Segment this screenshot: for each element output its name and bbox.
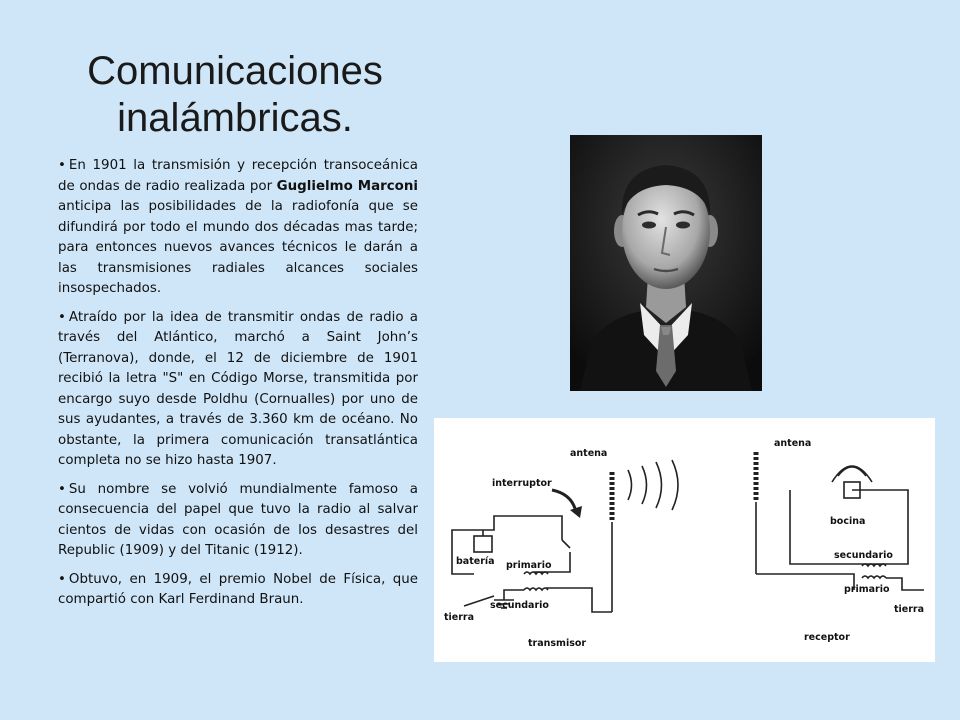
title-line-1: Comunicaciones bbox=[87, 49, 383, 93]
label-secundario-tx: secundario bbox=[490, 600, 549, 611]
bullet-icon: • bbox=[58, 481, 66, 497]
label-secundario-rx: secundario bbox=[834, 550, 893, 561]
label-transmisor: transmisor bbox=[528, 638, 587, 649]
bullet-icon: • bbox=[58, 309, 66, 325]
paragraph-4 bbox=[58, 570, 418, 611]
paragraph-3 bbox=[58, 480, 418, 562]
label-tierra-rx: tierra bbox=[894, 604, 925, 615]
bullet-icon: • bbox=[58, 158, 66, 173]
label-antena-tx: antena bbox=[570, 448, 608, 459]
portrait-image bbox=[570, 135, 762, 391]
label-primario-rx: primario bbox=[844, 584, 890, 595]
paragraph-2-text: Atraído por la idea de transmitir ondas de radio a través del Atlántico, marchó a Saint John’s (Terranova), donde, el 12 de diciembre de 1901 recibió la letra "S" en Código Morse, transmitida por encargo suyo desde Poldhu (Cornualles) por uno de sus ayudantes, a través de 3.360 km de océano. No obstante, la primera comunicación transatlántica completa no se hizo hasta 1907. bbox=[58, 309, 418, 468]
label-receptor: receptor bbox=[804, 632, 850, 643]
label-bocina: bocina bbox=[830, 516, 866, 527]
label-primario-tx: primario bbox=[506, 560, 552, 571]
label-tierra-tx: tierra bbox=[444, 612, 475, 623]
label-antena-rx: antena bbox=[774, 438, 812, 449]
paragraph-3-text: Su nombre se volvió mundialmente famoso a consecuencia del papel que tuvo la radio al salvar cientos de vidas con ocasión de los desastres del Republic (1909) y del Titanic (1912). bbox=[58, 481, 418, 558]
label-interruptor: interruptor bbox=[492, 478, 552, 489]
body-text bbox=[58, 156, 418, 619]
paragraph-1-text-end: anticipa las posibilidades de la radiofonía que se difundirá por todo el mundo dos décadas mas tarde; para entonces nuevos avances técnicos le darán a las transmisiones radiales alcances sociales insospechados. bbox=[58, 199, 418, 296]
marconi-name: Guglielmo Marconi bbox=[276, 178, 418, 194]
label-bateria: batería bbox=[456, 556, 495, 567]
title-line-2: inalámbricas. bbox=[117, 96, 353, 140]
paragraph-1-text-start: En 1901 la transmisión y recepción transoceánica de ondas de radio realizada por bbox=[58, 158, 418, 194]
slide-title bbox=[40, 48, 430, 142]
diagram-image bbox=[434, 418, 935, 662]
paragraph-1 bbox=[58, 156, 418, 300]
marconi-portrait bbox=[570, 135, 762, 391]
bullet-icon: • bbox=[58, 571, 66, 587]
radio-diagram bbox=[434, 418, 935, 662]
paragraph-2 bbox=[58, 308, 418, 472]
paragraph-4-text: Obtuvo, en 1909, el premio Nobel de Física, que compartió con Karl Ferdinand Braun. bbox=[58, 571, 418, 607]
